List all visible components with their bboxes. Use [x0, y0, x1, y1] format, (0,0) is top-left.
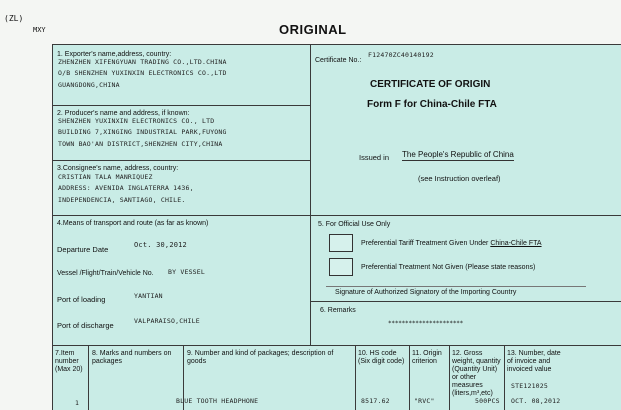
- col-sep-8: [88, 345, 89, 410]
- divider-box2: [52, 160, 310, 161]
- row-invoice-date: OCT. 08,2012: [511, 397, 561, 405]
- preferential-given-text: Preferential Tariff Treatment Given Under: [361, 240, 491, 247]
- row-description: BLUE TOOTH HEADPHONE: [176, 397, 259, 405]
- form-top-border: [52, 44, 621, 45]
- vessel-value: BY VESSEL: [168, 268, 206, 276]
- row-item: 1: [75, 399, 80, 407]
- col-invoice: 13. Number, date of invoice and invoiced value: [507, 350, 561, 373]
- col-item-number: 7.Item number (Max 20): [55, 350, 83, 373]
- fta-name: China-Chile FTA: [490, 240, 542, 247]
- signature-caption: Signature of Authorized Signatory of the Importing Country: [335, 289, 517, 296]
- discharge-label: Port of discharge: [57, 321, 114, 330]
- exporter-label: 1. Exporter's name,address, country:: [57, 51, 172, 58]
- instruction-note: (see Instruction overleaf): [418, 174, 501, 183]
- preferential-given-label: [361, 240, 542, 248]
- official-use-label: 5. For Official Use Only: [318, 221, 391, 228]
- divider-columns: [52, 345, 621, 346]
- loading-value: YANTIAN: [134, 292, 163, 300]
- departure-label: Departure Date: [57, 245, 109, 254]
- issued-value: The People's Republic of China: [402, 150, 514, 159]
- divider-box1: [52, 105, 310, 106]
- transport-label: 4.Means of transport and route (as far as known): [57, 220, 209, 227]
- col-sep-12: [449, 345, 450, 410]
- col-hs-code: 10. HS code (Six digit code): [358, 350, 405, 365]
- exporter-line-3: GUANGDONG,CHINA: [58, 81, 120, 89]
- col-description: 9. Number and kind of packages; description of goods: [187, 350, 334, 365]
- consignee-line-3: INDEPENDENCIA, SANTIAGO, CHILE.: [58, 196, 186, 204]
- row-invoice-no: STE121025: [511, 382, 549, 390]
- consignee-line-2: ADDRESS: AVENIDA INGLATERRA 1436,: [58, 184, 194, 192]
- center-divider: [310, 44, 311, 345]
- col-origin: 11. Origin criterion: [412, 350, 442, 365]
- discharge-value: VALPARAISO,CHILE: [134, 317, 200, 325]
- certificate-title: CERTIFICATE OF ORIGIN: [370, 79, 491, 90]
- col-quantity: 12. Gross weight, quantity (Quantity Unit) or other measures (liters,m³,etc): [452, 350, 501, 397]
- preferential-not-given-label: Preferential Treatment Not Given (Please state reasons): [361, 264, 536, 271]
- col-sep-10: [355, 345, 356, 410]
- certificate-no-label: Certificate No.:: [315, 57, 362, 64]
- preferential-not-given-checkbox[interactable]: [329, 258, 353, 276]
- producer-label: 2. Producer's name and address, if known:: [57, 110, 190, 117]
- row-origin: "RVC": [414, 397, 435, 405]
- preferential-given-checkbox[interactable]: [329, 234, 353, 252]
- exporter-line-2: O/B SHENZHEN YUXINXIN ELECTRONICS CO.,LTD: [58, 69, 227, 77]
- exporter-line-1: ZHENZHEN XIFENGYUAN TRADING CO.,LTD.CHINA: [58, 58, 227, 66]
- corner-code: (ZL): [4, 14, 24, 23]
- divider-box5: [310, 301, 621, 302]
- vessel-label: Vessel /Flight/Train/Vehicle No.: [57, 270, 154, 277]
- consignee-label: 3.Consignee's name, address, country:: [57, 165, 179, 172]
- certificate-form: [52, 44, 621, 410]
- row-hs-code: 8517.62: [361, 397, 390, 405]
- certificate-subtitle: Form F for China-Chile FTA: [367, 99, 497, 110]
- signature-line: [326, 286, 586, 287]
- producer-line-2: BUILDING 7,XINGING INDUSTRIAL PARK,FUYONG: [58, 128, 227, 136]
- col-marks: 8. Marks and numbers on packages: [92, 350, 172, 365]
- loading-label: Port of loading: [57, 295, 106, 304]
- col-sep-11: [409, 345, 410, 410]
- consignee-line-1: CRISTIAN TALA MANRIQUEZ: [58, 173, 153, 181]
- row-quantity: 500PCS: [475, 397, 500, 405]
- producer-line-1: SHENZHEN YUXINXIN ELECTRONICS CO., LTD: [58, 117, 215, 125]
- corner-name: MXY: [33, 26, 46, 34]
- producer-line-3: TOWN BAO'AN DISTRICT,SHENZHEN CITY,CHINA: [58, 140, 223, 148]
- remarks-label: 6. Remarks: [320, 307, 356, 314]
- certificate-no-value: F12470ZC40140192: [368, 51, 434, 59]
- issued-label: Issued in: [359, 153, 390, 162]
- departure-value: Oct. 30,2012: [134, 241, 187, 249]
- remarks-value: **********************: [388, 320, 464, 327]
- col-sep-13: [504, 345, 505, 410]
- page-title: ORIGINAL: [279, 22, 347, 37]
- form-left-border: [52, 44, 53, 410]
- divider-box3: [52, 215, 621, 216]
